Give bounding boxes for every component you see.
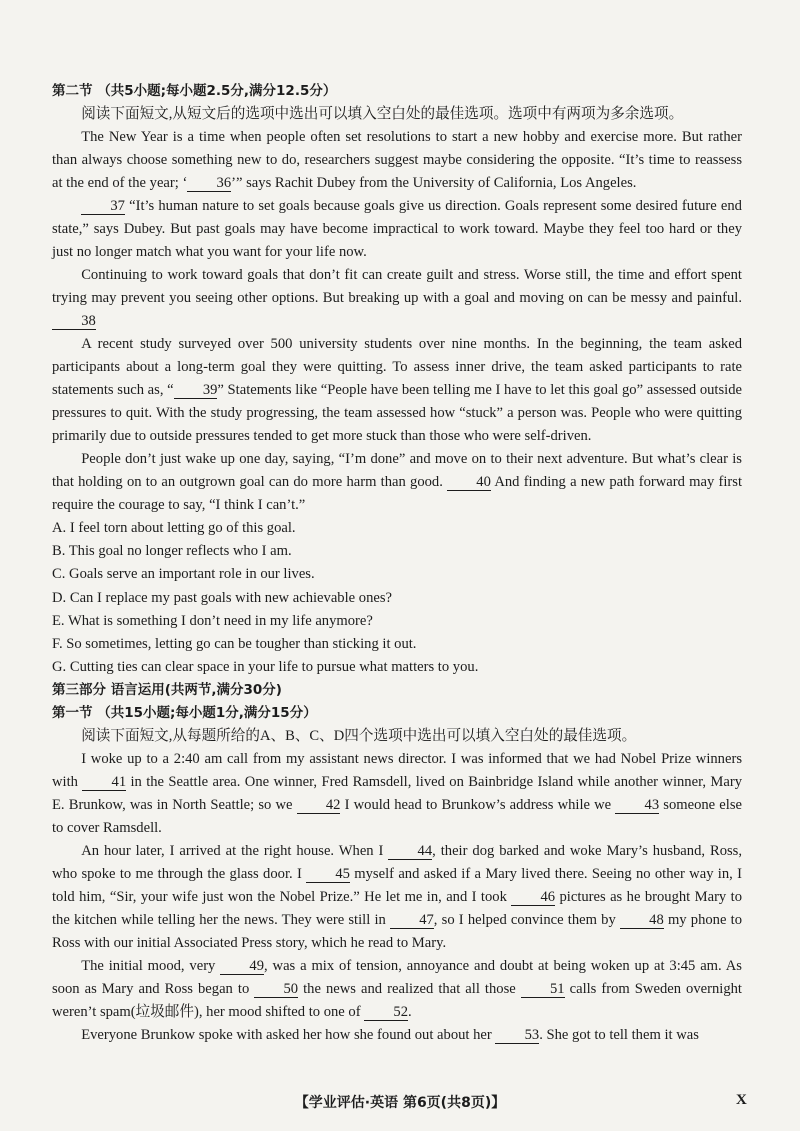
passage-paragraph: A recent study surveyed over 500 university students over nine months. In the beginning, the team asked participants about a long-term goal they were quitting. To assess inner drive, the team asked participants to rate statements such as, “ 39” Statements like “People have been telling me I have to let this goal go” assessed outside pressures to quit. With the study progressing, the team assessed how “stuck” a person was. People who were quitting primarily due to outside pressures tended to get more stuck than those who were self-driven. — [52, 336, 742, 444]
part3-heading: 第三部分 语言运用(共两节,满分30分) — [52, 682, 282, 699]
blank-43: 43 — [615, 797, 659, 814]
blank-37: 37 — [81, 198, 125, 215]
exam-page — [52, 80, 742, 1047]
option-e: E. What is something I don’t need in my life anymore? — [52, 612, 373, 629]
passage-paragraph: 37 “It’s human nature to set goals because goals give us direction. Goals represent some desired future end state,” says Dubey. But past goals may have become impractical to work toward. Maybe they feel too hard or they just no longer match what you want for your life now. — [52, 198, 742, 260]
option-a: A. I feel torn about letting go of this goal. — [52, 520, 296, 536]
part3-subheading: 第一节 （共15小题;每小题1分,满分15分） — [52, 705, 317, 722]
blank-45: 45 — [306, 866, 350, 883]
blank-41: 41 — [82, 774, 126, 791]
blank-48: 48 — [620, 912, 664, 929]
blank-42: 42 — [297, 797, 341, 814]
passage-paragraph: The initial mood, very 49, was a mix of tension, annoyance and doubt at being woken up at 3:45 am. As soon as Mary and Ross began to 50 the news and realized that all those 51 calls from Sweden overnight weren’t spam(垃圾邮件), her mood shifted to one of 52. — [52, 958, 742, 1021]
blank-36: 36 — [187, 175, 231, 192]
passage-paragraph: I woke up to a 2:40 am call from my assistant news director. I was informed that we had Nobel Prize winners with 41 in the Seattle area. One winner, Fred Ramsdell, lived on Bainbridge Island while another winner, Mary E. Brunkow, was in North Seattle; so we 42 I would head to Brunkow’s address while we 43 someone else to cover Ramsdell. — [52, 751, 742, 837]
blank-47: 47 — [390, 912, 434, 929]
blank-46: 46 — [511, 889, 555, 906]
blank-49: 49 — [220, 958, 264, 975]
section2-instruction: 阅读下面短文,从短文后的选项中选出可以填入空白处的最佳选项。选项中有两项为多余选项。 — [81, 106, 684, 122]
blank-51: 51 — [521, 981, 565, 998]
blank-44: 44 — [388, 843, 432, 860]
option-d: D. Can I replace my past goals with new achievable ones? — [52, 589, 392, 606]
passage-paragraph: Everyone Brunkow spoke with asked her how she found out about her 53. She got to tell them it was — [81, 1027, 699, 1044]
option-f: F. So sometimes, letting go can be tougher than sticking it out. — [52, 636, 417, 653]
blank-40: 40 — [447, 474, 491, 491]
option-list — [52, 517, 742, 679]
blank-53: 53 — [495, 1027, 539, 1044]
passage-paragraph: An hour later, I arrived at the right house. When I 44, their dog barked and woke Mary’s husband, Ross, who spoke to me through the glass door. I 45 myself and asked if a Mary lived there. Seeing no other way in, I told him, “Sir, your wife just won the Nobel Prize.” He let me in, and I took 46 pictures as he brought Mary to the kitchen while telling her the news. They were still in 47, so I helped convince them by 48 my phone to Ross with our initial Associated Press story, which he read to Mary. — [52, 843, 742, 952]
blank-39: 39 — [174, 382, 218, 399]
passage-paragraph: The New Year is a time when people often set resolutions to start a new hobby and exercise more. But rather than always choose something new to do, researchers suggest maybe considering the opposite. “It’s time to reassess at the end of the year; ‘ 36’” says Rachit Dubey from the University of California, Los Angeles. — [52, 129, 742, 191]
option-b: B. This goal no longer reflects who I am. — [52, 543, 292, 560]
passage-paragraph: Continuing to work toward goals that don’t fit can create guilt and stress. Worse still, the time and effort spent trying may prevent you seeing other options. But breaking up with a goal and moving on can be messy and painful. 38 — [52, 267, 742, 329]
option-c: C. Goals serve an important role in our lives. — [52, 566, 315, 583]
blank-50: 50 — [254, 981, 298, 998]
part3-instruction: 阅读下面短文,从每题所给的A、B、C、D四个选项中选出可以填入空白处的最佳选项。 — [81, 728, 637, 745]
passage-paragraph: People don’t just wake up one day, saying, “I’m done” and move on to their next adventure. But what’s clear is that holding on to an outgrown goal can do more harm than good. 40 And finding a new path forward may first require the courage to say, “I think I can’t.” — [52, 451, 743, 513]
blank-38: 38 — [52, 313, 96, 330]
page-footer: 【学业评估·英语 第6页(共8页)】 — [294, 1095, 506, 1111]
version-mark: X — [736, 1092, 747, 1108]
section2-heading: 第二节 （共5小题;每小题2.5分,满分12.5分） — [52, 83, 337, 99]
option-g: G. Cutting ties can clear space in your life to pursue what matters to you. — [52, 659, 479, 676]
blank-52: 52 — [364, 1004, 408, 1021]
